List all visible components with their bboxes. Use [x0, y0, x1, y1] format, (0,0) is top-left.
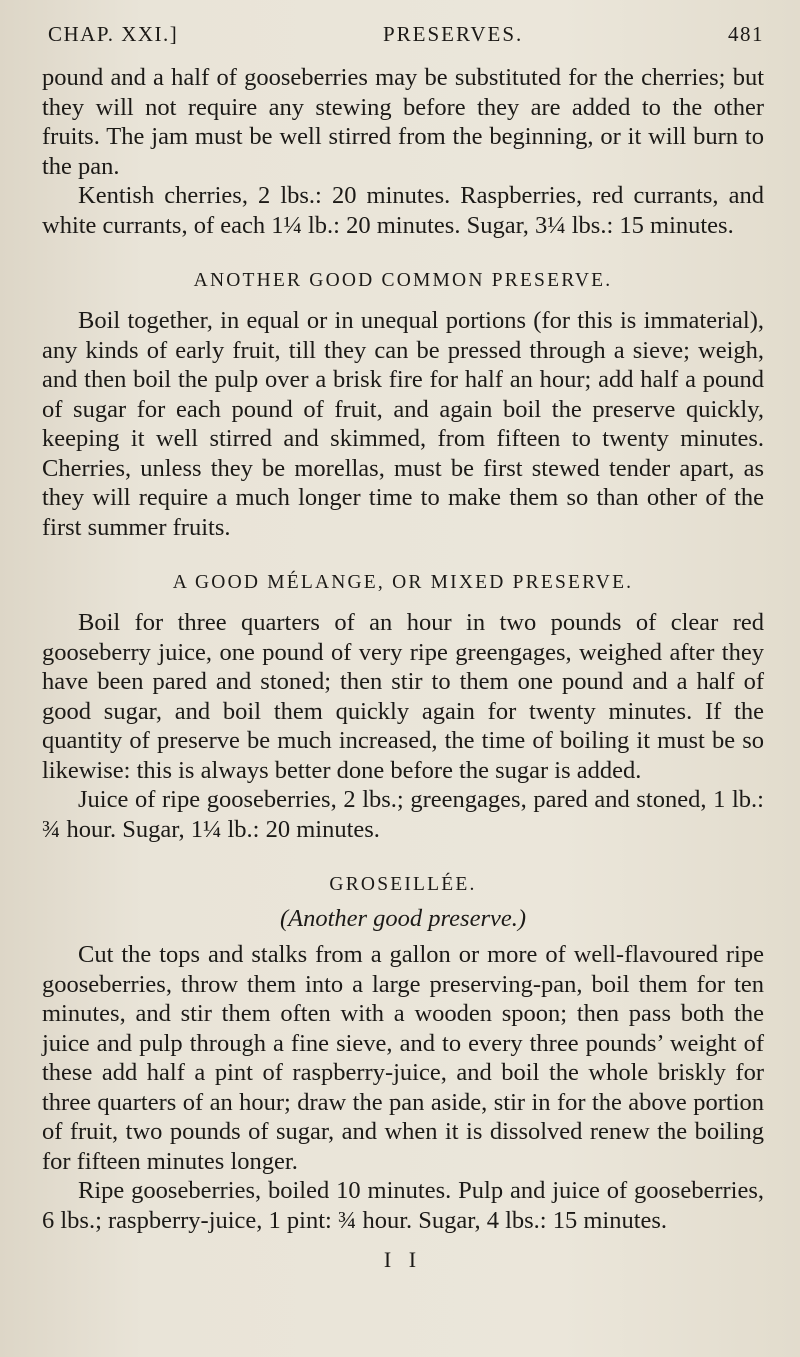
running-title: PRESERVES.: [382, 22, 524, 46]
recipe-summary-groseillee: Ripe gooseberries, boiled 10 minutes. Pulp and juice of gooseberries, 6 lbs.; raspberry-juice, 1 pint: ¾ hour. Sugar, 4 lbs.: 15 minutes.: [42, 1177, 764, 1234]
section-subtitle-groseillee: (Another good preserve.): [279, 905, 527, 932]
section-body-melange: Boil for three quarters of an hour in two pounds of clear red gooseberry juice, one pound of very ripe greengages, weighed after they have been pared and stoned; then stir to them one pound and a half of good sugar, and boil them quickly again for twenty minutes. If the quantity of preserve be much increased, the time of boiling it must be so likewise: this is always better done before the sugar is added.: [42, 609, 764, 784]
recipe-summary: Kentish cherries, 2 lbs.: 20 minutes. Raspberries, red currants, and white currants, of each 1¼ lb.: 20 minutes. Sugar, 3¼ lbs.: 15 minutes.: [42, 182, 764, 239]
running-head: [42, 22, 764, 47]
section-heading-common-preserve: ANOTHER GOOD COMMON PRESERVE.: [193, 270, 613, 291]
chapter-label: CHAP. XXI.]: [48, 22, 179, 46]
section-body-common-preserve: Boil together, in equal or in unequal portions (for this is immaterial), any kinds of early fruit, till they can be pressed through a sieve; weigh, and then boil the pulp over a brisk fire for half an hour; add half a pound of sugar for each pound of fruit, and again boil the preserve quickly, keeping it well stirred and skimmed, from fifteen to twenty minutes. Cherries, unless they be morellas, must be first stewed tender apart, as they will require a much longer time to make them so than other of the first summer fruits.: [42, 307, 764, 541]
section-heading-groseillee: GROSEILLÉE.: [329, 874, 477, 895]
page-number: 481: [727, 22, 764, 46]
signature-mark: I I: [383, 1247, 423, 1272]
continued-paragraph: pound and a half of gooseberries may be substituted for the cherries; but they will not require any stewing before they are added to the other fruits. The jam must be well stirred from the beginning, or it will burn to the pan.: [42, 64, 764, 180]
recipe-summary-melange: Juice of ripe gooseberries, 2 lbs.; greengages, pared and stoned, 1 lb.: ¾ hour. Sugar, 1¼ lb.: 20 minutes.: [42, 786, 764, 843]
section-heading-melange: A GOOD MÉLANGE, OR MIXED PRESERVE.: [172, 572, 634, 593]
section-body-groseillee: Cut the tops and stalks from a gallon or more of well-flavoured ripe gooseberries, throw them into a large preserving-pan, boil them for ten minutes, and stir them often with a wooden spoon; then pass both the juice and pulp through a fine sieve, and to every three pounds’ weight of these add half a pint of raspberry-juice, and boil the whole briskly for three quarters of an hour; draw the pan aside, stir in for the above portion of fruit, two pounds of sugar, and when it is dissolved renew the boiling for fifteen minutes longer.: [42, 941, 764, 1175]
